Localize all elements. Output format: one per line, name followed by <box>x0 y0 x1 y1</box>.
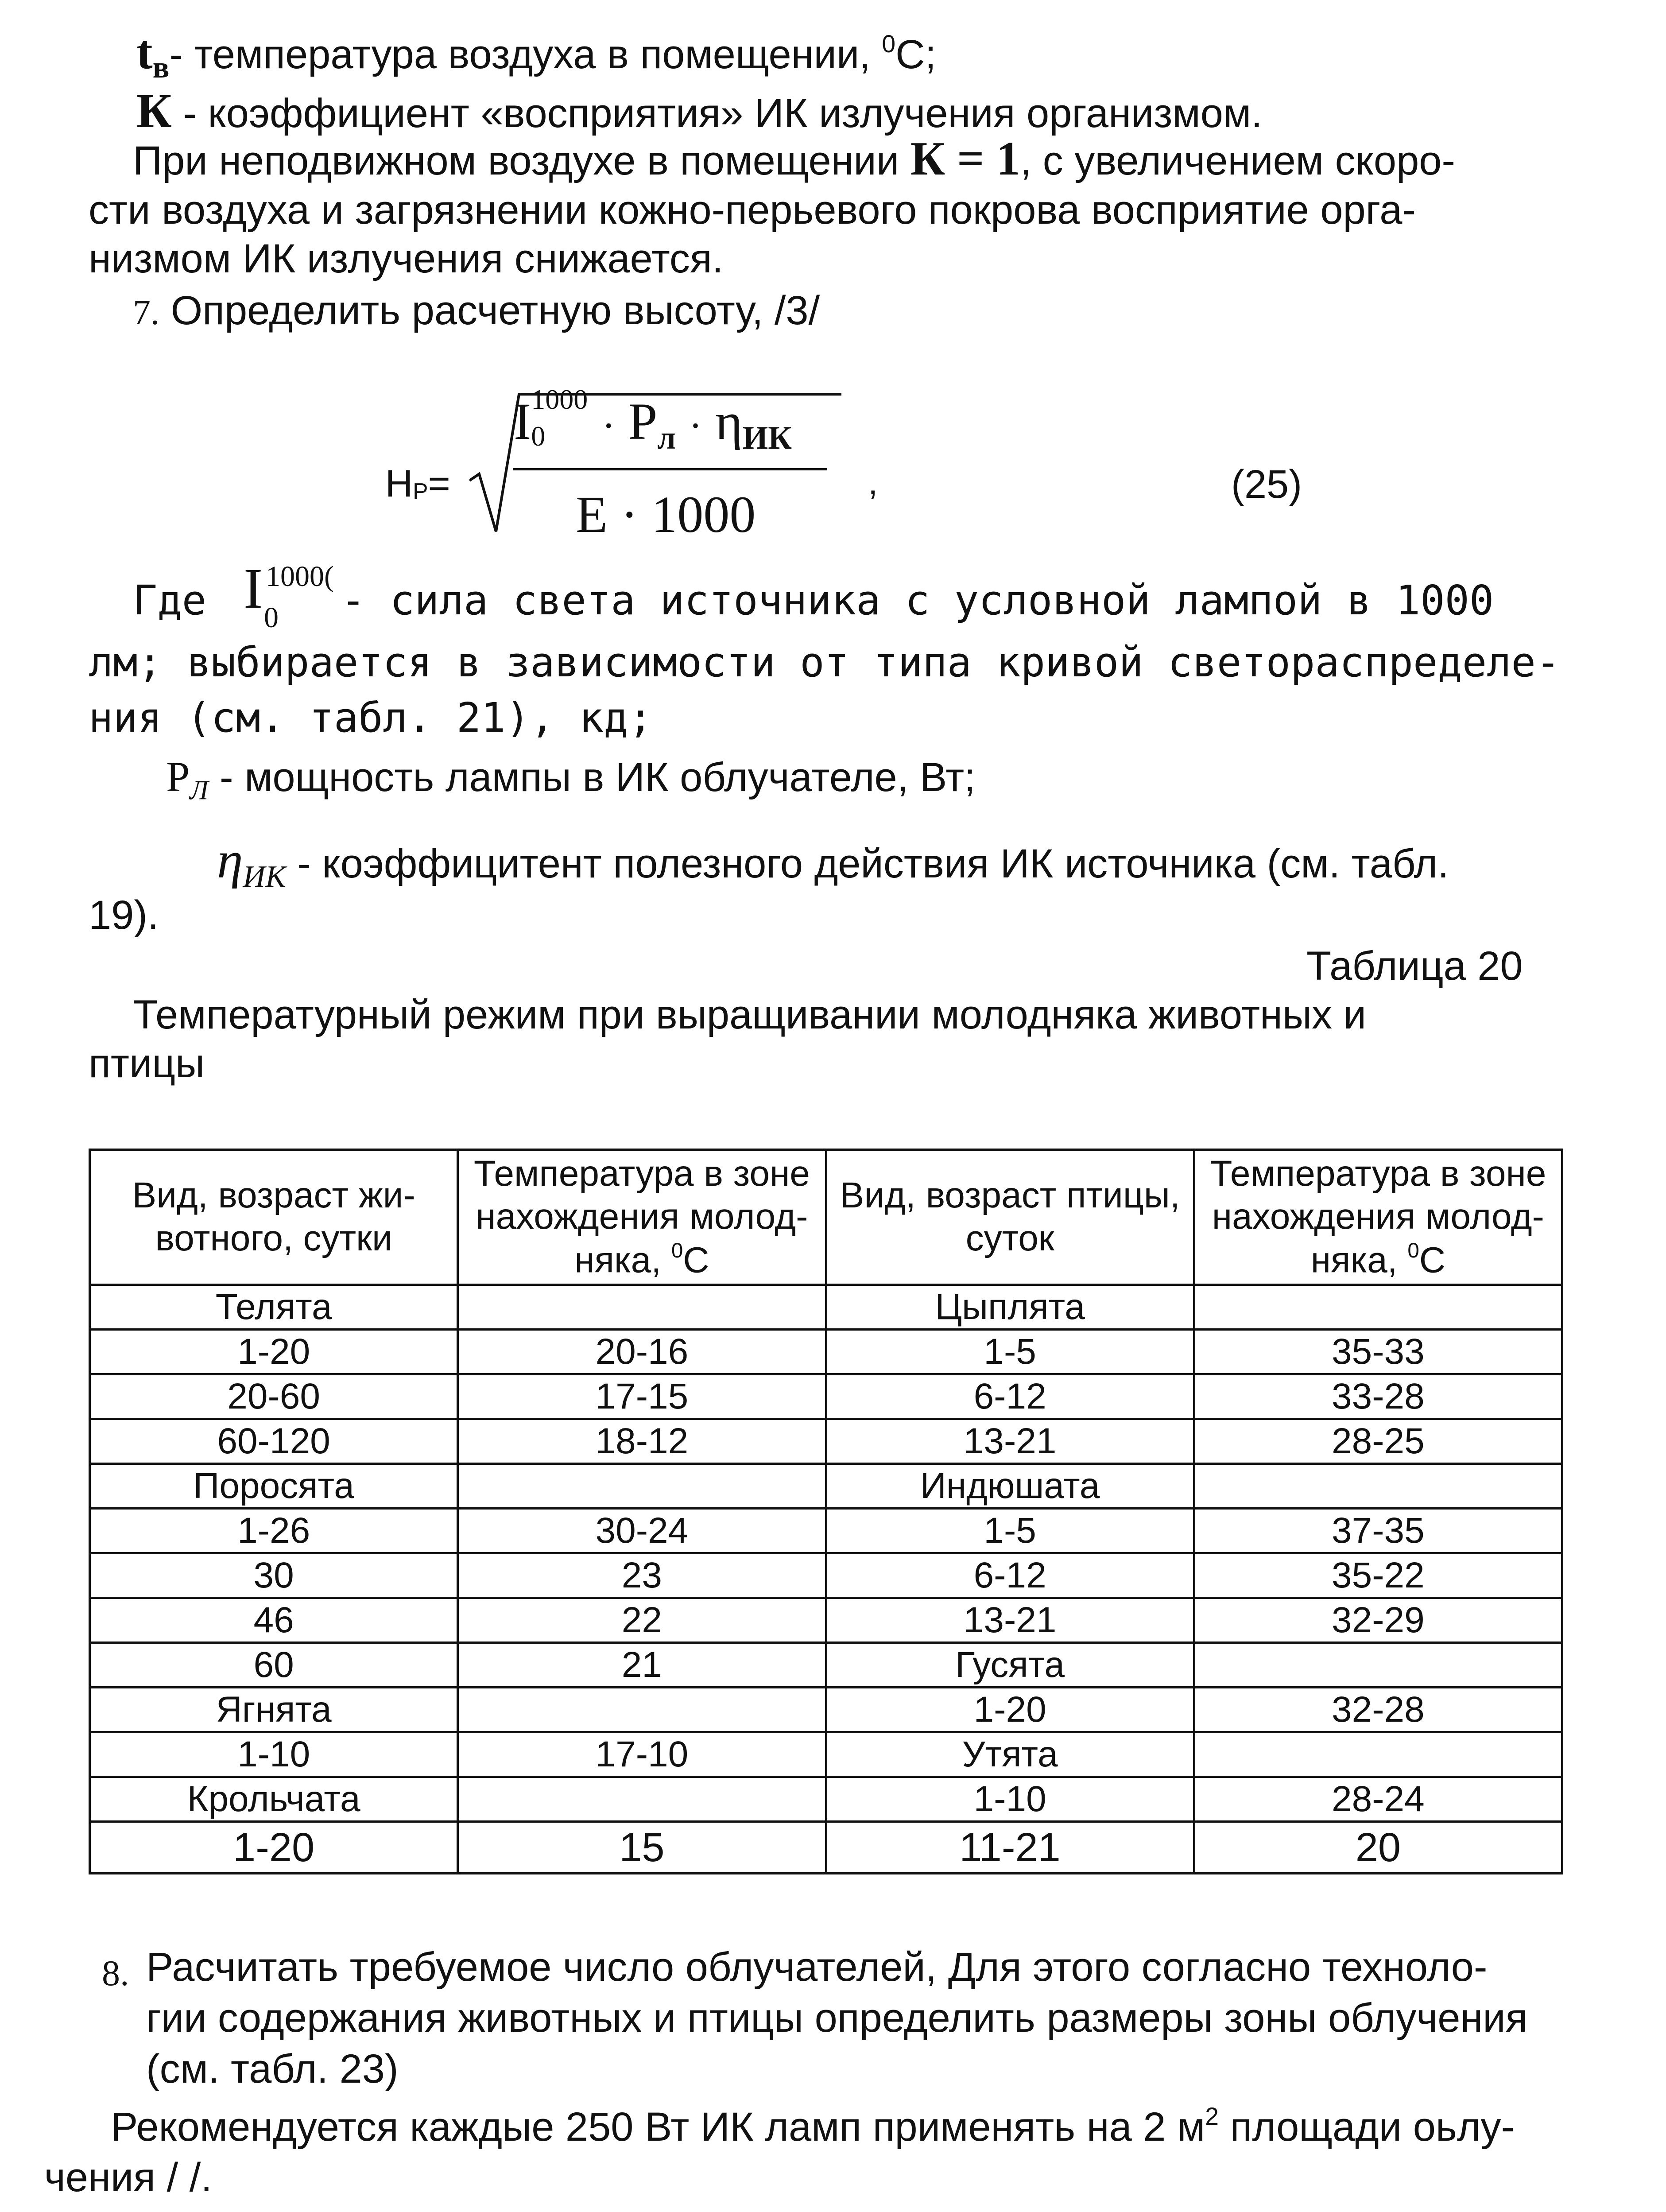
paragraph-k-line3: низмом ИК излучения снижается. <box>89 236 724 281</box>
table-cell: Цыплята <box>826 1285 1194 1330</box>
table-cell: 1-5 <box>826 1509 1194 1553</box>
tv-unit-sup: 0 <box>882 30 896 58</box>
table-cell: 1-20 <box>826 1688 1194 1732</box>
paragraph-k-line2: сти воздуха и загрязнении кожно-перьевого покрова восприятие орга- <box>89 187 1416 233</box>
table-row <box>90 1464 1562 1509</box>
num-eta: η <box>715 392 743 450</box>
step7 <box>133 286 820 335</box>
table-cell: 1-26 <box>90 1509 458 1553</box>
table20-title-line1: Температурный режим при выращивании молодняка животных и <box>133 992 1366 1037</box>
table-row <box>90 1509 1562 1553</box>
table-cell: 13-21 <box>826 1419 1194 1464</box>
header-temp-bird-line3 <box>1195 1238 1561 1282</box>
where-line3: ния (см. табл. 21), кд; <box>89 694 653 741</box>
table-row <box>90 1285 1562 1330</box>
table-cell: 20 <box>1194 1822 1562 1874</box>
table-cell <box>458 1285 826 1330</box>
header-bird-line2: суток <box>965 1218 1054 1258</box>
table-cell: 20-60 <box>90 1374 458 1419</box>
table-cell: 28-25 <box>1194 1419 1562 1464</box>
table-cell: Гусята <box>826 1643 1194 1688</box>
pl-subscript: Л <box>190 775 209 806</box>
tv-text: - температура воздуха в помещении, <box>169 32 882 77</box>
table-cell: 1-10 <box>826 1777 1194 1822</box>
recommend-line1-pre: Рекомендуется каждые 250 Вт ИК ламп применять на 2 м <box>111 2104 1205 2150</box>
table-cell: 18-12 <box>458 1419 826 1464</box>
step8-line1: Расчитать требуемое число облучателей, Для этого согласно техноло- <box>146 1944 1488 1990</box>
num-dot-1: · <box>602 404 616 448</box>
formula-comma: , <box>868 462 878 502</box>
k-equals-one: К = 1 <box>910 132 1020 185</box>
table-cell: 60 <box>90 1643 458 1688</box>
formula-number: (25) <box>1231 462 1302 507</box>
where-i: I <box>244 557 263 621</box>
step7-text: Определить расчетную высоту, /3/ <box>170 288 820 333</box>
formula-lhs-sub: P <box>413 478 428 504</box>
eta-symbol: η <box>217 831 243 889</box>
header-temp-bird-unit: C <box>1419 1240 1445 1281</box>
formula-eq: = <box>428 462 450 505</box>
table-cell: Крольчата <box>90 1777 458 1822</box>
num-dot-2: · <box>689 404 702 448</box>
table-cell: 28-24 <box>1194 1777 1562 1822</box>
paragraph-k-line1-post: , с увеличением скоро- <box>1020 138 1456 183</box>
where-line2: лм; выбирается в зависимости от типа кривой светораспределе- <box>89 639 1561 686</box>
header-temp-animal-unit-sup: 0 <box>671 1238 683 1262</box>
table-cell: 11-21 <box>826 1822 1194 1874</box>
num-i: I <box>514 392 531 450</box>
table-cell: 1-20 <box>90 1330 458 1374</box>
paragraph-k-line1 <box>133 130 1455 188</box>
header-temp-animal-line1: Температура в зоне <box>473 1153 810 1194</box>
table-row <box>90 1553 1562 1598</box>
table-cell: 15 <box>458 1822 826 1874</box>
k-text: - коэффициент «восприятия» ИК излучения организмом. <box>183 91 1263 136</box>
table-cell: 33-28 <box>1194 1374 1562 1419</box>
num-p-sub: л <box>657 420 676 457</box>
header-temp-bird-line2: нахождения молод- <box>1212 1196 1544 1237</box>
table-row <box>90 1822 1562 1874</box>
where-i-sup: 1000( <box>266 560 334 593</box>
table-cell: 32-28 <box>1194 1688 1562 1732</box>
table-cell <box>1194 1732 1562 1777</box>
table-row <box>90 1330 1562 1374</box>
tv-subscript: в <box>152 50 170 85</box>
table-cell: 6-12 <box>826 1553 1194 1598</box>
table-cell: Утята <box>826 1732 1194 1777</box>
table-cell: 60-120 <box>90 1419 458 1464</box>
recommend-line2: чения / /. <box>44 2155 212 2200</box>
table-cell: 30-24 <box>458 1509 826 1553</box>
where-i-sub: 0 <box>264 602 279 634</box>
pl-text: - мощность лампы в ИК облучателе, Вт; <box>219 755 976 800</box>
header-temp-bird-line1: Температура в зоне <box>1210 1153 1546 1194</box>
header-temp-bird-unit-sup: 0 <box>1407 1238 1419 1262</box>
table20-header-temp-bird <box>1194 1150 1562 1285</box>
tv-unit: C; <box>895 32 937 77</box>
table-cell: 1-10 <box>90 1732 458 1777</box>
header-temp-animal-unit: C <box>683 1240 709 1281</box>
table-cell: 23 <box>458 1553 826 1598</box>
formula-numerator <box>514 384 792 458</box>
table-cell: Телята <box>90 1285 458 1330</box>
header-temp-animal-line3 <box>459 1238 825 1282</box>
table-cell: 20-16 <box>458 1330 826 1374</box>
definition-tv <box>136 22 936 86</box>
table-cell: 13-21 <box>826 1598 1194 1643</box>
table-cell <box>458 1464 826 1509</box>
eta-continuation: 19). <box>89 893 159 938</box>
table-row <box>90 1777 1562 1822</box>
table-row <box>90 1643 1562 1688</box>
step7-number: 7. <box>133 293 159 332</box>
step8-line3: (см. табл. 23) <box>146 2046 399 2092</box>
formula-denominator: E · 1000 <box>576 485 756 543</box>
pl-symbol: P <box>166 753 190 800</box>
eta-subscript: ИК <box>243 860 286 894</box>
fraction-line <box>513 468 827 470</box>
recommend-line1-post: площади оьлу- <box>1219 2104 1515 2150</box>
step8-number: 8. <box>102 1953 129 1993</box>
table-cell: Ягнята <box>90 1688 458 1732</box>
table20-body <box>90 1285 1562 1874</box>
num-i-sup: 1000 <box>531 384 588 415</box>
table-cell <box>458 1777 826 1822</box>
table-cell: 17-10 <box>458 1732 826 1777</box>
table-cell <box>1194 1285 1562 1330</box>
table-cell <box>1194 1464 1562 1509</box>
paragraph-k-line1-pre: При неподвижном воздухе в помещении <box>133 138 910 183</box>
header-animal-line1: Вид, возраст жи- <box>132 1175 415 1216</box>
table-cell: 35-33 <box>1194 1330 1562 1374</box>
table20-header-row <box>90 1150 1562 1285</box>
table-row <box>90 1374 1562 1419</box>
table-cell: 37-35 <box>1194 1509 1562 1553</box>
recommend-sup: 2 <box>1205 2103 1219 2130</box>
table20-header-temp-animal <box>458 1150 826 1285</box>
where-line1: - сила света источника с условной лампой в 1000 <box>341 577 1494 624</box>
table-cell: 6-12 <box>826 1374 1194 1419</box>
recommend-line1 <box>111 2102 1515 2152</box>
table-row <box>90 1732 1562 1777</box>
table-cell: Индюшата <box>826 1464 1194 1509</box>
table20-header-bird <box>826 1150 1194 1285</box>
table-cell <box>1194 1643 1562 1688</box>
table20-label: Таблица 20 <box>1306 943 1523 989</box>
num-i-sub: 0 <box>531 420 546 452</box>
k-symbol: К <box>136 84 172 138</box>
definition-eta <box>217 828 1449 896</box>
table-cell: 1-5 <box>826 1330 1194 1374</box>
header-temp-animal-unit-text: няка, <box>574 1240 671 1281</box>
table20 <box>89 1149 1563 1874</box>
header-temp-bird-unit-text: няка, <box>1310 1240 1408 1281</box>
table20-title-line2: птицы <box>89 1041 205 1086</box>
definition-pl <box>166 751 976 807</box>
where-i-symbol <box>244 554 263 624</box>
table-cell: 32-29 <box>1194 1598 1562 1643</box>
table-row <box>90 1419 1562 1464</box>
table-cell: 35-22 <box>1194 1553 1562 1598</box>
table-cell <box>458 1688 826 1732</box>
header-temp-animal-line2: нахождения молод- <box>476 1196 808 1237</box>
where-gde: Где <box>133 577 207 624</box>
formula-lhs <box>385 461 450 507</box>
table-row <box>90 1688 1562 1732</box>
num-p: P <box>628 392 658 450</box>
table-cell: 1-20 <box>90 1822 458 1874</box>
table-cell: 22 <box>458 1598 826 1643</box>
table-cell: Поросята <box>90 1464 458 1509</box>
step8-line2: гии содержания животных и птицы определить размеры зоны облучения <box>146 1995 1528 2041</box>
table-cell: 17-15 <box>458 1374 826 1419</box>
table20-header-animal <box>90 1150 458 1285</box>
num-eta-sub: ИК <box>742 420 792 457</box>
table-row <box>90 1598 1562 1643</box>
formula-lhs-h: H <box>385 462 413 505</box>
header-animal-line2: вотного, сутки <box>155 1218 392 1258</box>
table-cell: 21 <box>458 1643 826 1688</box>
header-bird-line1: Вид, возраст птицы, <box>840 1175 1180 1216</box>
eta-text: - коэффицитент полезного действия ИК источника (см. табл. <box>297 841 1449 886</box>
table-cell: 30 <box>90 1553 458 1598</box>
tv-symbol: t <box>136 25 153 79</box>
table-cell: 46 <box>90 1598 458 1643</box>
